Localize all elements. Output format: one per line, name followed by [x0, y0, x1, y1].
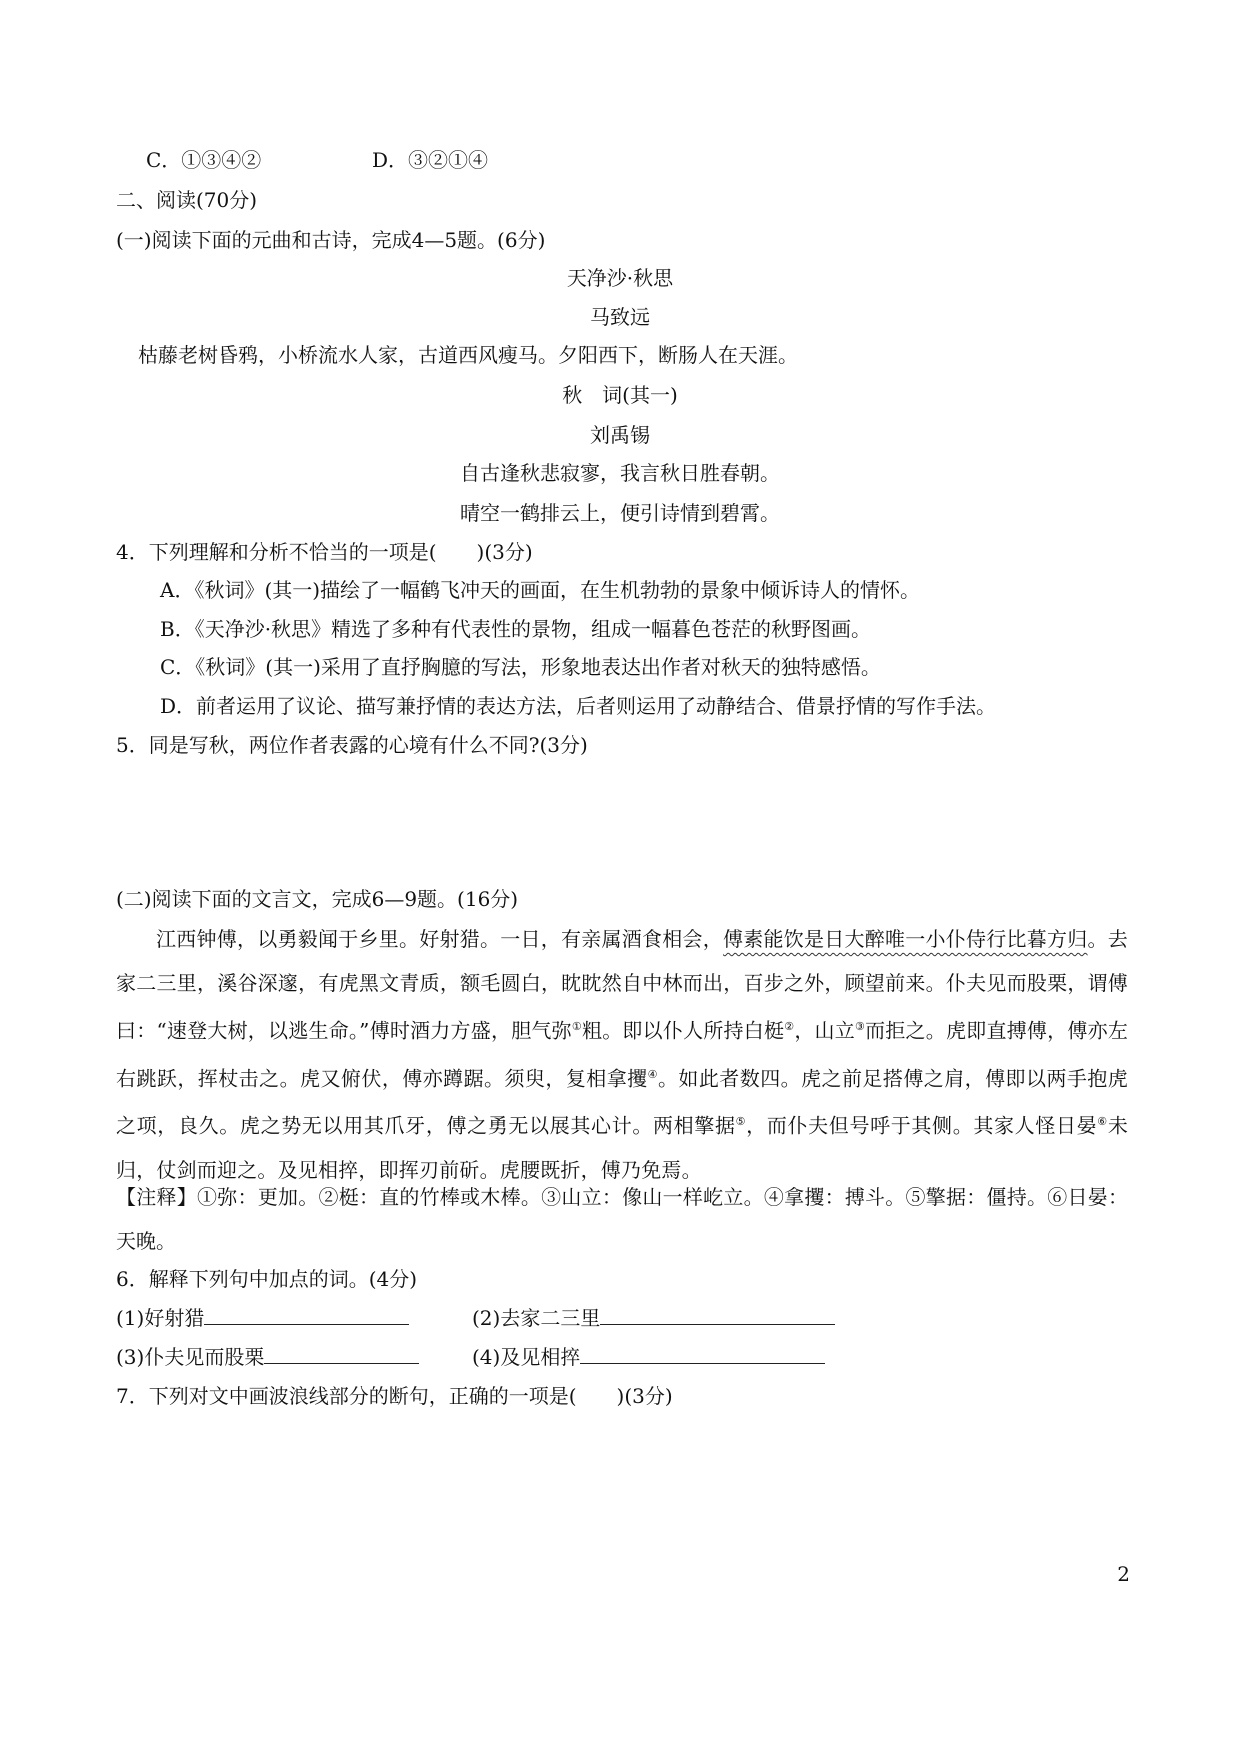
annotation-note: 【注释】①弥：更加。②梃：直的竹棒或木棒。③山立：像山一样屹立。④拿攫：搏斗。⑤擎据：僵持。⑥日晏：天晚。: [116, 1185, 1128, 1253]
q4-option-c: C．《秋词》(其一)采用了直抒胸臆的写法，形象地表达出作者对秋天的独特感悟。: [160, 655, 881, 679]
poem1-author: 马致远: [590, 305, 650, 329]
poem1-text: 枯藤老树昏鸦，小桥流水人家，古道西风瘦马。夕阳西下，断肠人在天涯。: [138, 343, 798, 367]
option-d: D．③②①④: [372, 148, 489, 172]
poem2-title: 秋 词(其一): [562, 383, 678, 407]
q6-item-4: (4)及见相捽: [472, 1341, 825, 1372]
q4-option-b: B．《天净沙·秋思》精选了多种有代表性的景物，组成一幅暮色苍茫的秋野图画。: [160, 617, 872, 641]
part2-intro: (二)阅读下面的文言文，完成6—9题。(16分): [116, 887, 519, 911]
q4-stem: 4．下列理解和分析不恰当的一项是( )(3分): [116, 540, 533, 564]
poem1-title: 天净沙·秋思: [566, 266, 674, 290]
page-number: 2: [1117, 1562, 1130, 1586]
q6-stem: 6．解释下列句中加点的词。(4分): [116, 1267, 418, 1291]
q6-item-3: (3)仆夫见而股栗: [116, 1341, 419, 1372]
poem2-line2: 晴空一鹤排云上，便引诗情到碧霄。: [460, 501, 780, 525]
answer-blank-1[interactable]: [204, 1302, 409, 1325]
q7-stem: 7．下列对文中画波浪线部分的断句，正确的一项是( )(3分): [116, 1384, 673, 1408]
classical-passage: 江西钟傅，以勇毅闻于乡里。好射猎。一日，有亲属酒食相会，傅素能饮是日大醉唯一小仆侍行比暮方归。去家二三里，溪谷深邃，有虎黑文青质，额毛圆白，眈眈然自中林而出，百步之外，顾望前来。仆夫见而股栗，谓傅曰：“速登大树，以逃生命。”傅时酒力方盛，胆气弥①粗。即以仆人所持白梃②，山立③而拒之。虎即直搏傅，傅亦左右跳跃，挥杖击之。虎又俯伏，傅亦蹲踞。须臾，复相拿攫④。如此者数四。虎之前足搭傅之肩，傅即以两手抱虎之项，良久。虎之势无以用其爪牙，傅之勇无以展其心计。两相擎据⑤，而仆夫但号呼于其侧。其家人怪日晏⑥未归，仗剑而迎之。及见相捽，即挥刃前斫。虎腰既折，傅乃免焉。: [116, 927, 1129, 1182]
q6-item-1: (1)好射猎: [116, 1302, 409, 1333]
q5-stem: 5．同是写秋，两位作者表露的心境有什么不同?(3分): [116, 733, 588, 757]
answer-blank-4[interactable]: [580, 1341, 825, 1364]
poem2-line1: 自古逢秋悲寂寥，我言秋日胜春朝。: [460, 461, 780, 485]
wavy-underlined-sentence: 傅素能饮是日大醉唯一小仆侍行比暮方归: [723, 927, 1088, 951]
part1-intro: (一)阅读下面的元曲和古诗，完成4—5题。(6分): [116, 228, 546, 252]
section-title: 二、阅读(70分): [116, 188, 258, 212]
poem2-author: 刘禹锡: [590, 423, 650, 447]
answer-blank-2[interactable]: [600, 1302, 835, 1325]
q4-option-a: A．《秋词》(其一)描绘了一幅鹤飞冲天的画面，在生机勃勃的景象中倾诉诗人的情怀。: [160, 578, 921, 602]
q4-option-d: D．前者运用了议论、描写兼抒情的表达方法，后者则运用了动静结合、借景抒情的写作手法。: [160, 694, 997, 718]
q6-item-2: (2)去家二三里: [472, 1302, 835, 1333]
option-c: C．①③④②: [146, 148, 262, 172]
answer-blank-3[interactable]: [264, 1341, 419, 1364]
